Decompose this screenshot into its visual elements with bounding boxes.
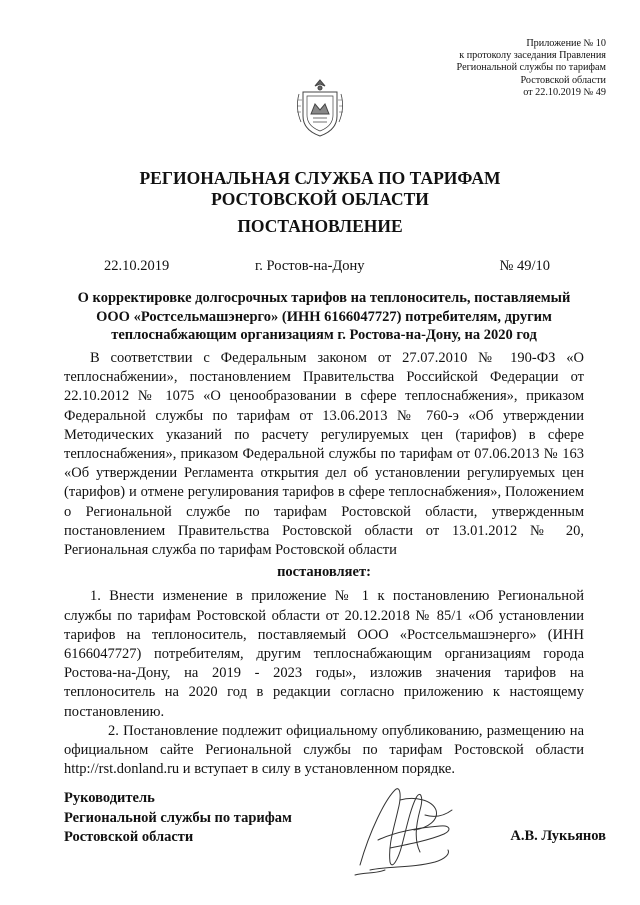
document-type: ПОСТАНОВЛЕНИЕ — [237, 216, 403, 236]
signer-title-line: Руководитель — [64, 790, 155, 806]
appendix-note — [376, 38, 606, 99]
appendix-line: Региональной службы по тарифам — [456, 62, 606, 74]
signer-title-line: Региональной службы по тарифам — [64, 809, 292, 826]
item-1-paragraph: 1. Внести изменение в приложение № 1 к постановлению Региональной службы по тарифам Ростовской области от 20.12.2018 № 85/1 «Об установлении тарифов на теплоноситель, поставляемый ООО «Ростсельмашэнерго» (ИНН 6166047727) потребителям, другим теплоснабжающим организациям города Ростова-на-Дону, на 2019 - 2023 годы», изложив значения тарифов на теплоноситель на 2020 год в редакции согласно приложению к настоящему постановлению. — [64, 588, 584, 720]
document-meta — [0, 258, 640, 276]
appendix-line: Ростовской области — [520, 74, 606, 86]
appendix-line: к протоколу заседания Правления — [459, 50, 606, 62]
signer-title-line: Ростовской области — [64, 829, 194, 845]
signer-title — [64, 789, 292, 848]
appendix-line: Приложение № 10 — [526, 38, 606, 49]
document-subject: О корректировке долгосрочных тарифов на теплоноситель, поставляемый ООО «Ростсельмашэнерго» (ИНН 6166047727) потребителям, другим теплоснабжающим организациям г. Ростова-на-Дону, на 2020 год — [77, 290, 571, 344]
appendix-line: от 22.10.2019 № 49 — [523, 86, 606, 98]
handwritten-signature-icon — [340, 770, 470, 890]
document-body — [64, 349, 584, 779]
document-number: № 49/10 — [499, 258, 550, 274]
signer-name: А.В. Лукьянов — [510, 828, 606, 844]
decree-word: постановляет: — [277, 564, 371, 581]
coat-of-arms-icon — [293, 74, 347, 140]
document-city: г. Ростов-на-Дону — [255, 258, 365, 274]
org-line: РЕГИОНАЛЬНАЯ СЛУЖБА ПО ТАРИФАМ — [139, 168, 501, 188]
org-line: РОСТОВСКОЙ ОБЛАСТИ — [211, 189, 429, 209]
document-date: 22.10.2019 — [104, 258, 170, 274]
item-2-paragraph: 2. Постановление подлежит официальному опубликованию, размещению на официальном сайте Региональной службы по тарифам Ростовской области http://rst.donland.ru и вступает в силу в установленном порядке. — [64, 722, 584, 778]
organization-name — [0, 168, 640, 210]
preamble-paragraph: В соответствии с Федеральным законом от 27.07.2010 № 190-ФЗ «О теплоснабжении», постановлением Правительства Российской Федерации от 22.10.2012 № 1075 «О ценообразовании в сфере теплоснабжения», приказом Федеральной службы по тарифам от 13.06.2013 № 760-э «Об утверждении Методических указаний по расчету регулируемых цен (тарифов) в сфере теплоснабжения», приказом Федеральной службы по тарифам от 07.06.2013 № 163 «Об утверждении Регламента открытия дел об установлении регулируемых цен (тарифов) и отмене регулирования тарифов в сфере теплоснабжения», Положением о Региональной службе по тарифам Ростовской области, утвержденным постановлением Правительства Ростовской области от 13.01.2012 № 20, Региональная служба по тарифам Ростовской области — [64, 350, 584, 559]
